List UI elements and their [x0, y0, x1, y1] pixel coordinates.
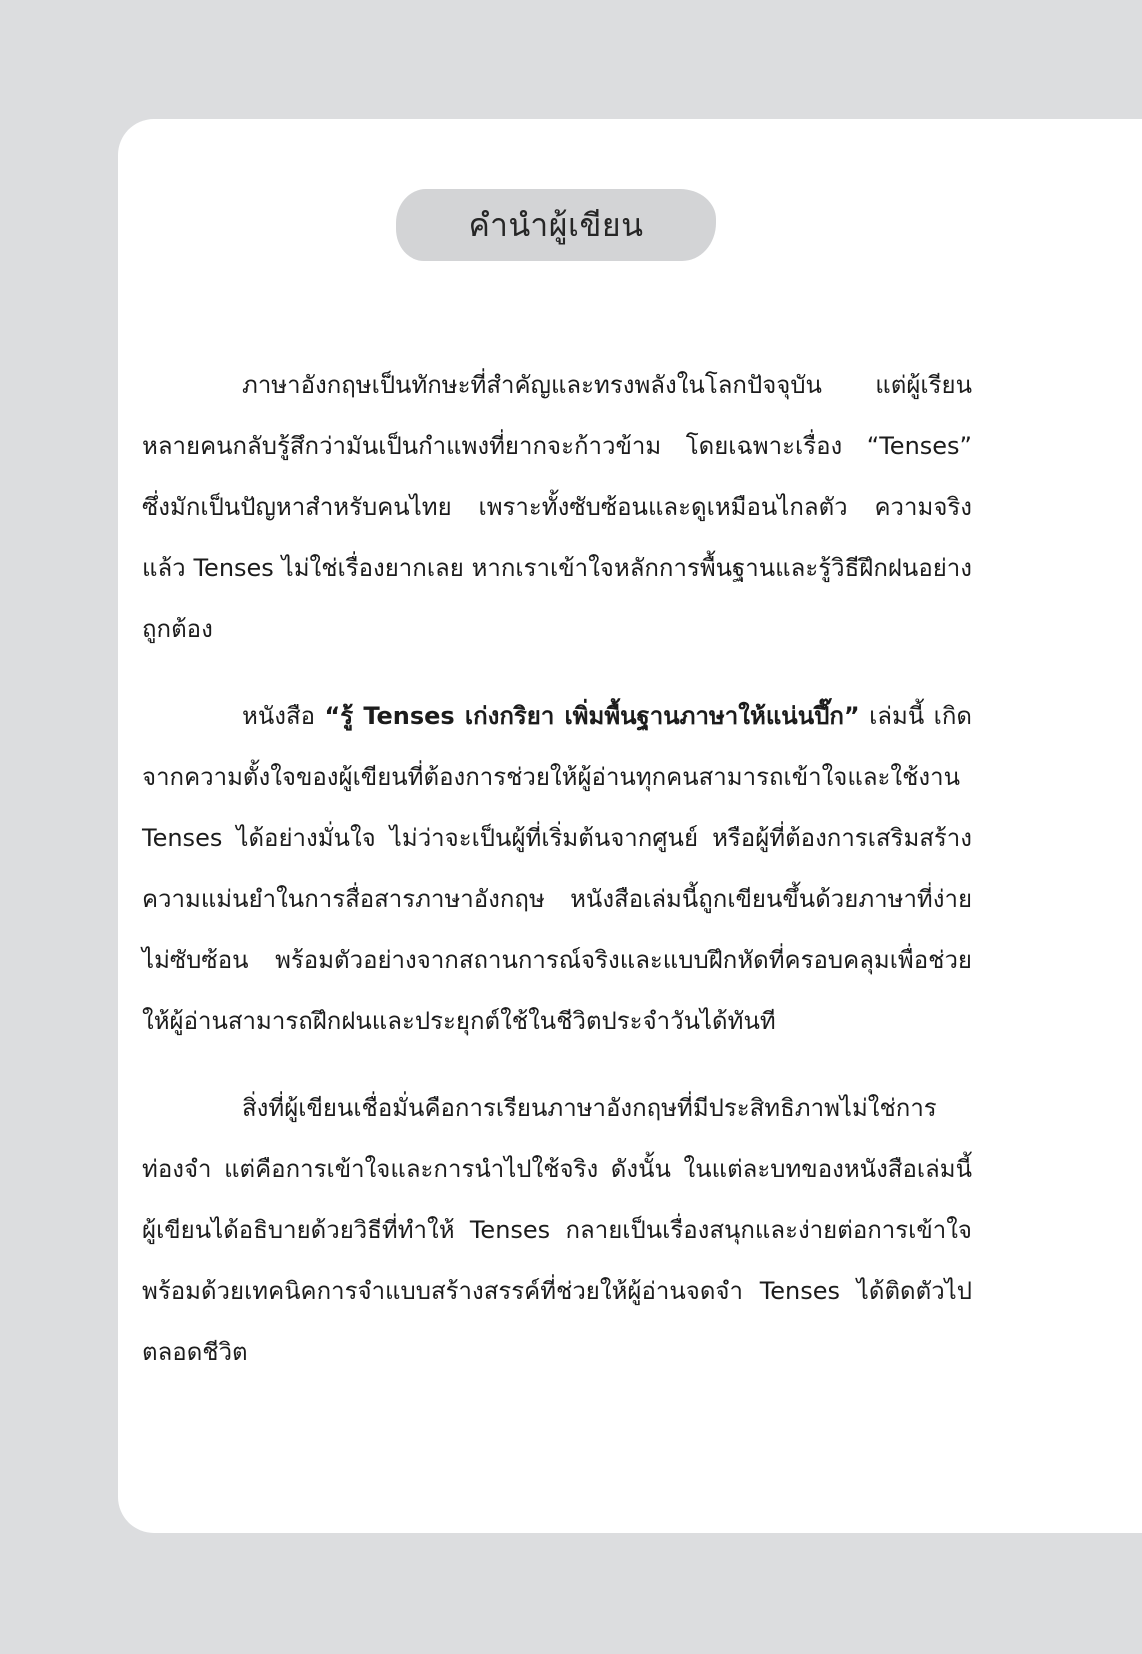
paragraph-2 [142, 686, 972, 1052]
title-badge [396, 189, 716, 261]
paragraph-3: สิ่งที่ผู้เขียนเชื่อมั่นคือการเรียนภาษาอังกฤษที่มีประสิทธิภาพไม่ใช่การท่องจำ แต่คือการเข้าใจและการนำไปใช้จริง ดังนั้น ในแต่ละบทของหนังสือเล่มนี้ ผู้เขียนได้อธิบายด้วยวิธีที่ทำให้ Tenses กลายเป็นเรื่องสนุกและง่ายต่อการเข้าใจ พร้อมด้วยเทคนิคการจำแบบสร้างสรรค์ที่ช่วยให้ผู้อ่านจดจำ Tenses ได้ติดตัวไปตลอดชีวิต [142, 1094, 972, 1366]
paragraph-1: ภาษาอังกฤษเป็นทักษะที่สำคัญและทรงพลังในโลกปัจจุบัน แต่ผู้เรียนหลายคนกลับรู้สึกว่ามันเป็นกำแพงที่ยากจะก้าวข้าม โดยเฉพาะเรื่อง “Tenses” ซึ่งมักเป็นปัญหาสำหรับคนไทย เพราะทั้งซับซ้อนและดูเหมือนไกลตัว ความจริงแล้ว Tenses ไม่ใช่เรื่องยากเลย หากเราเข้าใจหลักการพื้นฐานและรู้วิธีฝึกฝนอย่างถูกต้อง [142, 371, 972, 643]
body-text [142, 355, 972, 1383]
book-title: “รู้ Tenses เก่งกริยา เพิ่มพื้นฐานภาษาให้แน่นปึ๊ก” [324, 702, 860, 730]
paragraph-2-rest: เล่มนี้ เกิดจากความตั้งใจของผู้เขียนที่ต้องการช่วยให้ผู้อ่านทุกคนสามารถเข้าใจและใช้งาน Tenses ได้อย่างมั่นใจ ไม่ว่าจะเป็นผู้ที่เริ่มต้นจากศูนย์ หรือผู้ที่ต้องการเสริมสร้างความแม่นยำในการสื่อสารภาษาอังกฤษ หนังสือเล่มนี้ถูกเขียนขึ้นด้วยภาษาที่ง่าย ไม่ซับซ้อน พร้อมตัวอย่างจากสถานการณ์จริงและแบบฝึกหัดที่ครอบคลุมเพื่อช่วยให้ผู้อ่านสามารถฝึกฝนและประยุกต์ใช้ในชีวิตประจำวันได้ทันที [142, 702, 973, 1035]
page-title: คำนำผู้เขียน [468, 205, 644, 244]
paragraph-2-lead: หนังสือ [242, 702, 325, 730]
